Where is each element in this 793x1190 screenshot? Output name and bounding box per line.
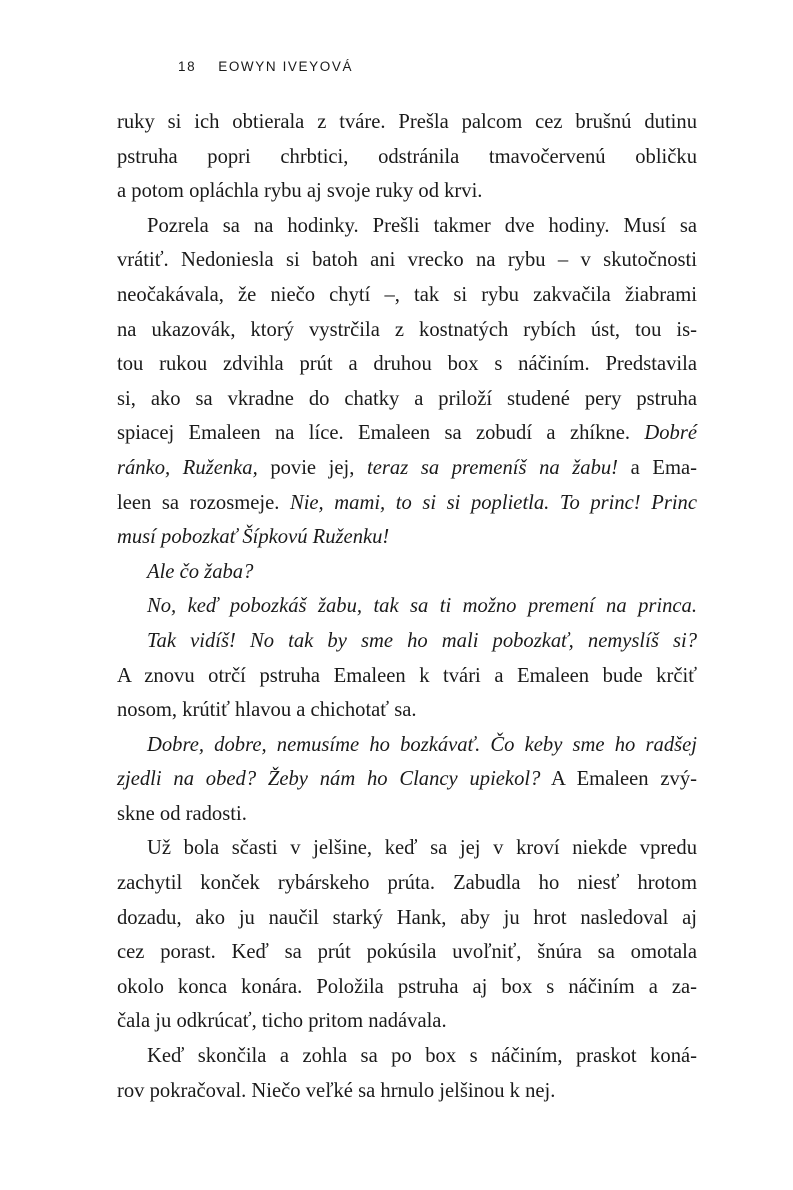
italic-text-run: Ale čo žaba? (147, 560, 254, 583)
text-run: skne od radosti. (117, 802, 247, 825)
text-line (117, 693, 697, 728)
text-run: neočakávala, že niečo chytí –, tak si rybu zakvačila žiabrami (117, 283, 697, 306)
text-line (117, 866, 697, 901)
text-run: na ukazovák, ktorý vystrčila z kostnatých rybích úst, tou is- (117, 318, 697, 341)
text-line (117, 1074, 697, 1109)
text-run: dozadu, ako ju naučil starký Hank, aby ju hrot nasledoval aj (117, 906, 697, 929)
text-line (117, 209, 697, 244)
italic-text-run: ránko, Ruženka, (117, 456, 258, 479)
text-run: cez porast. Keď sa prút pokúsila uvoľniť, šnúra sa omotala (117, 941, 697, 964)
italic-text-run: Nie, mami, to si si poplietla. To princ! Princ (289, 491, 697, 514)
italic-text-run: Dobré (644, 422, 697, 445)
text-run: nosom, krútiť hlavou a chichotať sa. (117, 699, 417, 722)
text-line (117, 140, 697, 175)
text-run: ruky si ich obtierala z tváre. Prešla palcom cez brušnú dutinu (117, 111, 697, 133)
text-line (117, 105, 697, 140)
text-run: spiacej Emaleen na líce. Emaleen sa zobudí a zhíkne. (117, 422, 645, 445)
italic-text-run: zjedli na obed? Žeby nám ho Clancy upiekol? (117, 768, 541, 791)
text-run: rov pokračoval. Niečo veľké sa hrnulo jelšinou k nej. (117, 1079, 556, 1102)
italic-text-run: teraz sa premeníš na žabu! (367, 456, 619, 479)
italic-text-run: No, keď pobozkáš žabu, tak sa ti možno premení na princa. (147, 595, 697, 618)
italic-text-run: Dobre, dobre, nemusíme ho bozkávať. Čo keby sme ho radšej (147, 733, 697, 756)
italic-text-run: Tak vidíš! No tak by sme ho mali pobozkať, nemyslíš si? (147, 629, 697, 652)
italic-text-run: musí pobozkať Šípkovú Ruženku! (117, 526, 390, 549)
text-run: A Emaleen zvý- (540, 768, 697, 791)
text-run: si, ako sa vkradne do chatky a priloží studené pery pstruha (117, 387, 697, 410)
text-line (117, 762, 697, 797)
text-run: Keď skončila a zohla sa po box s náčiním, praskot koná- (147, 1045, 697, 1068)
page-number: 18 (178, 59, 197, 74)
text-run: tou rukou zdvihla prút a druhou box s náčiním. Predstavila (117, 353, 697, 376)
text-run: leen sa rozosmeje. (117, 491, 290, 514)
text-run: a potom opláchla rybu aj svoje ruky od krvi. (117, 180, 483, 203)
text-line (117, 486, 697, 521)
text-line (117, 416, 697, 451)
text-line (117, 174, 697, 209)
text-line (117, 659, 697, 694)
text-line (117, 347, 697, 382)
body-text (117, 105, 697, 1108)
text-line (117, 831, 697, 866)
text-run: vrátiť. Nedoniesla si batoh ani vrecko na rybu – v skutočnosti (117, 249, 697, 272)
text-line (117, 935, 697, 970)
text-line (117, 589, 697, 624)
text-run: Už bola sčasti v jelšine, keď sa jej v kroví niekde vpredu (147, 837, 697, 860)
text-line (117, 278, 697, 313)
text-line (117, 520, 697, 555)
text-run: A znovu otrčí pstruha Emaleen k tvári a Emaleen bude krčiť (117, 664, 697, 687)
text-line (117, 313, 697, 348)
running-header (178, 59, 353, 74)
text-line (117, 555, 697, 590)
text-run: povie jej, (257, 456, 368, 479)
text-run: čala ju odkrúcať, ticho pritom nadávala. (117, 1010, 447, 1033)
text-run: a Ema- (618, 456, 697, 479)
text-run: Pozrela sa na hodinky. Prešli takmer dve hodiny. Musí sa (147, 214, 697, 237)
author-name: EOWYN IVEYOVÁ (218, 59, 354, 74)
text-line (117, 970, 697, 1005)
text-run: okolo konca konára. Položila pstruha aj box s náčiním a za- (117, 975, 697, 998)
text-line (117, 243, 697, 278)
text-line (117, 451, 697, 486)
text-run: pstruha popri chrbtici, odstránila tmavočervenú obličku (117, 145, 697, 168)
text-line (117, 382, 697, 417)
text-run: zachytil konček rybárskeho prúta. Zabudla ho niesť hrotom (117, 872, 697, 895)
text-line (117, 1039, 697, 1074)
text-line (117, 1004, 697, 1039)
text-line (117, 901, 697, 936)
text-line (117, 728, 697, 763)
text-line (117, 797, 697, 832)
text-line (117, 624, 697, 659)
